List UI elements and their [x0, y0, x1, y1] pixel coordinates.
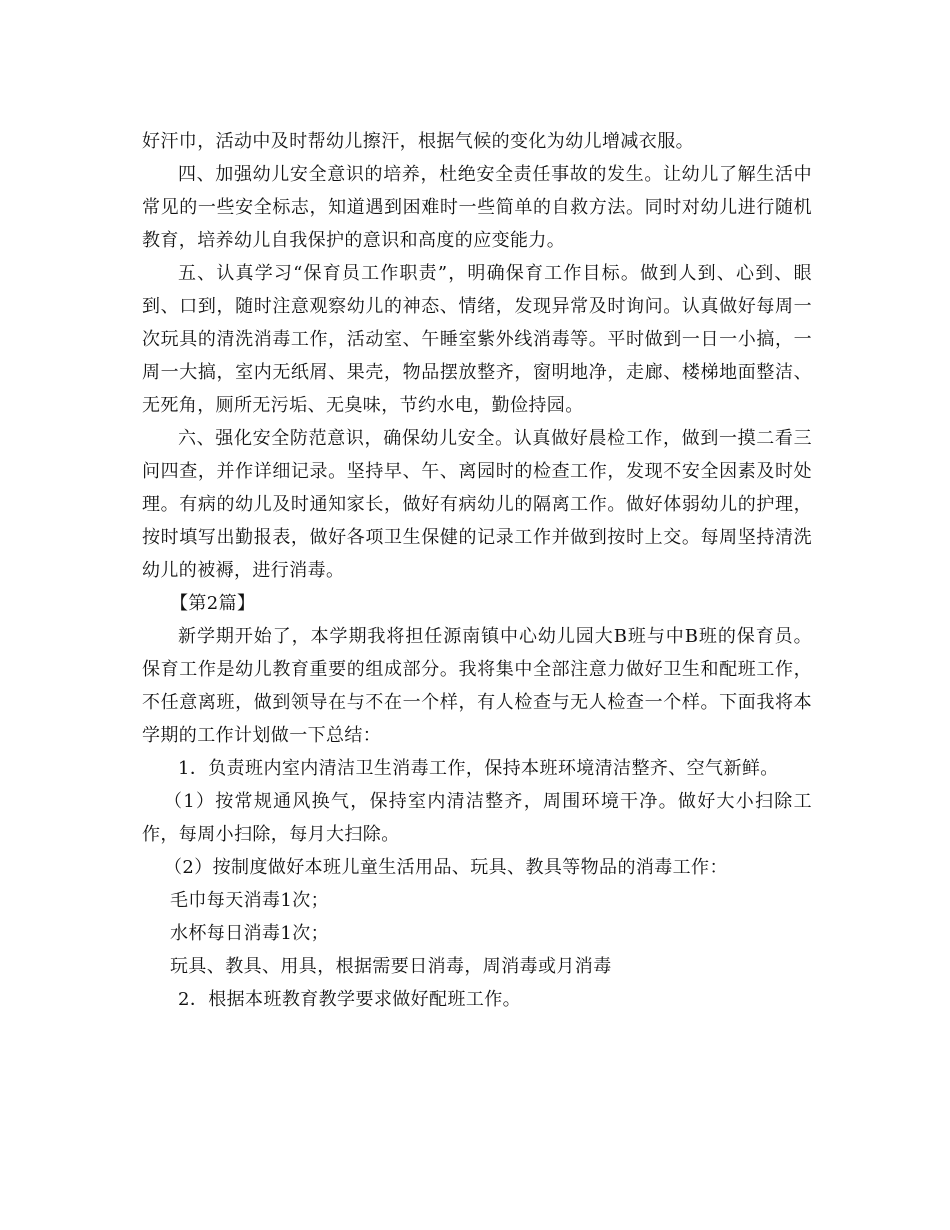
- paragraph-towel-disinfection: 毛巾每天消毒1次；: [170, 890, 330, 911]
- paragraph-section-four: 四、加强幼儿安全意识的培养，杜绝安全责任事故的发生。让幼儿了解生活中常见的一些安全标志，知道遇到困难时一些简单的自救方法。同时对幼儿进行随机教育，培养幼儿自我保护的意识和高度的应变能力。: [142, 164, 812, 251]
- paragraph-cup-disinfection: 水杯每日消毒1次；: [170, 923, 330, 944]
- paragraph-toy-disinfection: 玩具、教具、用具，根据需要日消毒，周消毒或月消毒: [170, 956, 612, 977]
- section-heading-part-2: 【第2篇】: [170, 593, 256, 614]
- paragraph-section-six: 六、强化安全防范意识，确保幼儿安全。认真做好晨检工作，做到一摸二看三问四查，并作详细记录。坚持早、午、离园时的检查工作，发现不安全因素及时处理。有病的幼儿及时通知家长，做好有病幼儿的隔离工作。做好体弱幼儿的护理，按时填写出勤报表，做好各项卫生保健的记录工作并做到按时上交。每周坚持清洗幼儿的被褥，进行消毒。: [142, 428, 812, 581]
- paragraph-item-2: 2．根据本班教育教学要求做好配班工作。: [178, 989, 522, 1010]
- paragraph-subitem-2: （2）按制度做好本班儿童生活用品、玩具、教具等物品的消毒工作：: [164, 857, 728, 878]
- paragraph-towel-continuation: 好汗巾，活动中及时帮幼儿擦汗，根据气候的变化为幼儿增减衣服。: [142, 131, 694, 152]
- paragraph-subitem-1: （1）按常规通风换气，保持室内清洁整齐，周围环境干净。做好大小扫除工作，每周小扫除，每月大扫除。: [142, 791, 812, 845]
- paragraph-item-1: 1．负责班内室内清洁卫生消毒工作，保持本班环境清洁整齐、空气新鲜。: [178, 758, 779, 779]
- paragraph-new-semester-intro: 新学期开始了，本学期我将担任源南镇中心幼儿园大B班与中B班的保育员。保育工作是幼儿教育重要的组成部分。我将集中全部注意力做好卫生和配班工作，不任意离班，做到领导在与不在一个样，有人检查与无人检查一个样。下面我将本学期的工作计划做一下总结：: [142, 626, 812, 746]
- paragraph-section-five: 五、认真学习“保育员工作职责”，明确保育工作目标。做到人到、心到、眼到、口到，随时注意观察幼儿的神态、情绪，发现异常及时询问。认真做好每周一次玩具的清洗消毒工作，活动室、午睡室紫外线消毒等。平时做到一日一小搞，一周一大搞，室内无纸屑、果壳，物品摆放整齐，窗明地净，走廊、楼梯地面整洁、无死角，厕所无污垢、无臭味，节约水电，勤俭持园。: [142, 263, 812, 416]
- document-body: [142, 125, 812, 1016]
